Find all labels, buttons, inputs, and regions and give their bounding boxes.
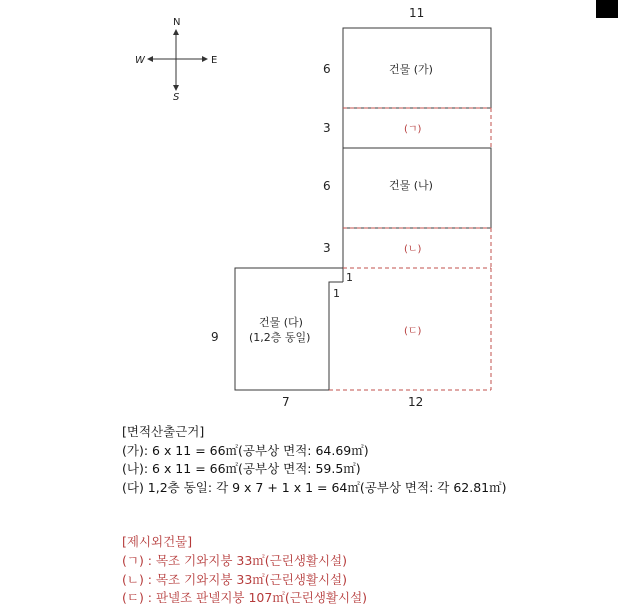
excluded-buildings-heading: [제시외건물] xyxy=(122,534,193,550)
compass-north-arrow xyxy=(173,29,179,35)
compass-south-arrow xyxy=(173,85,179,91)
excluded-building-line: (ㄱ) : 목조 기와지붕 33㎡(근린생활시설) xyxy=(122,552,347,568)
dim-top-width: 11 xyxy=(409,6,425,20)
dim-b-height: 6 xyxy=(323,179,331,193)
building-c-label-line2: (1,2층 동일) xyxy=(249,331,311,344)
area-basis-line: (다) 1,2층 동일: 각 9 x 7 + 1 x 1 = 64㎡(공부상 면적: 각 62.81㎡) xyxy=(122,479,507,495)
dim-g-height: 3 xyxy=(323,121,331,135)
building-labels xyxy=(249,62,433,344)
dim-bottom-left: 7 xyxy=(282,395,290,409)
dim-step-vertical: 1 xyxy=(333,287,340,300)
excluded-building-line: (ㄷ) : 판넬조 판넬지붕 107㎡(근린생활시설) xyxy=(122,590,368,606)
dim-c-height: 9 xyxy=(211,330,219,344)
dim-step-horizontal: 1 xyxy=(346,271,353,284)
excluded-building-line: (ㄴ) : 목조 기와지붕 33㎡(근린생활시설) xyxy=(122,571,347,587)
building-c-label-line1: 건물 (다) xyxy=(259,316,303,329)
area-basis-line: (가): 6 x 11 = 66㎡(공부상 면적: 64.69㎡) xyxy=(122,442,369,458)
dim-bottom-right: 12 xyxy=(408,395,424,409)
area-basis-heading: [면적산출근거] xyxy=(122,424,205,439)
compass-north-label: N xyxy=(173,17,181,28)
notes-section xyxy=(122,423,506,608)
extra-n-label: (ㄴ) xyxy=(404,244,422,255)
extra-labels xyxy=(404,124,422,337)
building-a-label: 건물 (가) xyxy=(389,63,433,76)
dim-a-height: 6 xyxy=(323,62,331,76)
building-c-outline xyxy=(235,268,343,390)
building-b-label: 건물 (나) xyxy=(389,179,433,192)
extra-d-label: (ㄷ) xyxy=(404,326,422,337)
compass-south-label: S xyxy=(173,92,180,103)
compass xyxy=(135,17,217,103)
compass-east-label: E xyxy=(211,55,218,66)
compass-west-label: W xyxy=(135,55,145,66)
extra-g-label: (ㄱ) xyxy=(404,124,422,135)
compass-west-arrow xyxy=(147,56,153,62)
area-basis-line: (나): 6 x 11 = 66㎡(공부상 면적: 59.5㎡) xyxy=(122,461,361,477)
dim-n-height: 3 xyxy=(323,241,331,255)
compass-east-arrow xyxy=(202,56,208,62)
